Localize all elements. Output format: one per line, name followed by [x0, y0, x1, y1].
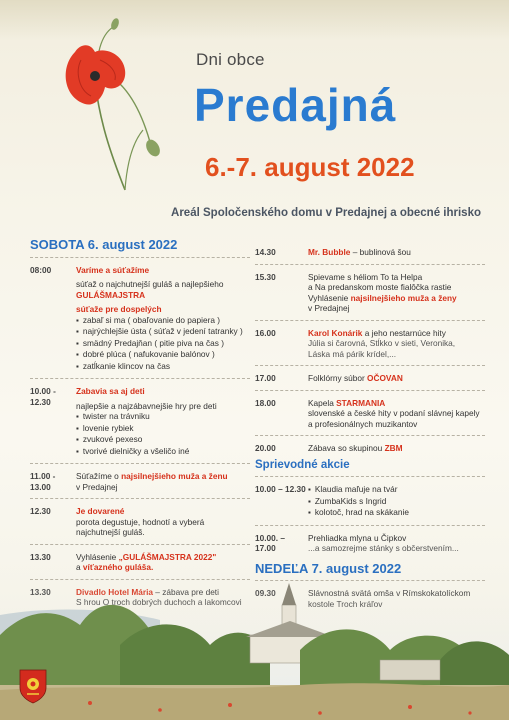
event-helium: [255, 272, 485, 314]
event-line: Prehliadka mlyna u Čipkov: [308, 532, 407, 543]
event-text: Vyhlásenie: [308, 292, 351, 303]
event-line: v Predajnej: [76, 481, 118, 492]
sunday-heading: NEDEĽA 7. august 2022: [255, 560, 402, 576]
event-title: Mr. Bubble: [308, 247, 351, 257]
side-events-list: [308, 484, 485, 519]
event-highlight: najsilnejšieho muža a ženu: [121, 471, 228, 481]
poppy-flower-illustration: [55, 12, 175, 192]
kids-games-list: [76, 411, 250, 457]
divider: [255, 365, 485, 366]
list-item: ▪ ZumbaKids s Ingrid: [308, 496, 485, 508]
list-item: ▪ kolotoč, hrad na skákanie: [308, 507, 485, 519]
event-line: súťaž o najchutnejší guláš a najlepšieho: [76, 279, 224, 289]
event-time: 16.00: [255, 327, 276, 338]
event-text: Vyhlásenie: [76, 551, 119, 562]
list-item: ▪ zabaľ si ma ( obaľovanie do papiera ): [76, 315, 250, 327]
header-venue: Areál Spoločenského domu v Predajnej a obecné ihrisko: [171, 207, 481, 219]
event-highlight: GULÁŠMAJSTRA: [76, 289, 146, 300]
event-time: 11.00 - 13.00: [30, 471, 56, 492]
event-time: 17.00: [255, 373, 276, 383]
event-time: 08:00: [30, 264, 52, 275]
event-starmania: [255, 398, 485, 430]
event-line: slovenské a české hity v podaní slávnej kapely: [308, 408, 480, 418]
event-text: a: [76, 562, 83, 572]
event-line: a Na predanskom moste fialôčka rastie: [308, 282, 452, 292]
event-text: – bublinová šou: [350, 247, 411, 257]
event-folklore: [255, 373, 485, 384]
event-line: Júlia si čarovná, Stĺkko v sieti, Veronika,: [308, 338, 456, 348]
list-item: ▪ tvorivé dielničky a všeličo iné: [76, 446, 250, 458]
event-text: Kapela: [308, 397, 337, 408]
header-title: Predajná: [194, 79, 397, 131]
event-highlight: OČOVAN: [367, 373, 403, 383]
village-landscape-illustration: [0, 575, 509, 720]
event-highlight: STARMANIA: [336, 397, 386, 408]
list-item: ▪ zatĺkanie klincov na čas: [76, 361, 250, 373]
divider: [255, 476, 485, 477]
divider: [255, 390, 485, 391]
event-line: Spievame s héliom To ta Helpa: [308, 271, 423, 282]
saturday-heading: SOBOTA 6. august 2022: [30, 237, 178, 252]
event-highlight: najsilnejšieho muža a ženy: [350, 292, 457, 303]
header-date: 6.-7. august 2022: [205, 152, 415, 182]
event-line: a profesionálnych muzikantov: [308, 418, 418, 429]
event-konarik: [255, 328, 485, 360]
list-item: ▪ najrýchlejšie ústa ( súťaž v jedení tatranky ): [76, 326, 250, 338]
saturday-program: [30, 237, 250, 614]
event-zbm: [255, 443, 485, 454]
event-text: Zábava so skupinou: [308, 443, 385, 453]
event-announcement: [30, 552, 250, 573]
event-time: 12.30: [30, 506, 51, 516]
event-kids: [30, 386, 250, 457]
event-title: Karol Konárik: [308, 327, 363, 338]
event-time: 13.30: [30, 551, 51, 562]
event-time: 20.00: [255, 443, 276, 453]
event-line: Láska má párik krídel,...: [308, 348, 397, 359]
event-side-kids: [255, 484, 485, 519]
divider: [30, 463, 250, 464]
event-highlight: ZBM: [384, 443, 403, 453]
event-time: 18.00: [255, 397, 276, 408]
event-text: Súťažíme o: [76, 471, 122, 481]
event-time: 15.30: [255, 271, 276, 282]
header-subtitle: Dni obce: [196, 50, 265, 69]
event-highlight: víťazného guláša.: [82, 562, 154, 572]
event-line: ...a samozrejme stánky s občerstvením...: [308, 543, 459, 553]
divider: [30, 257, 250, 258]
event-title: Varíme a súťažíme: [76, 264, 150, 275]
event-time: 10.00 - 12.30: [30, 386, 56, 407]
divider: [255, 525, 485, 526]
divider: [255, 435, 485, 436]
side-events-heading: Sprievodné akcie: [255, 458, 350, 471]
list-item: ▪ Klaudia maľuje na tvár: [308, 484, 485, 496]
event-title: Je dovarené: [76, 506, 125, 516]
divider: [30, 544, 250, 545]
event-time: 14.30: [255, 247, 276, 257]
list-item: ▪ dobré plúca ( nafukovanie balónov ): [76, 349, 250, 361]
divider: [255, 320, 485, 321]
event-text: Folklórny súbor: [308, 373, 368, 383]
event-line: v Predajnej: [308, 303, 350, 313]
afternoon-program: [255, 247, 485, 615]
event-strongest: [30, 471, 250, 492]
event-cooking: [30, 265, 250, 373]
list-item: ▪ zvukové pexeso: [76, 434, 250, 446]
event-mill: [255, 533, 485, 554]
event-tasting: [30, 506, 250, 538]
list-item: ▪ twister na trávniku: [76, 411, 250, 423]
event-line: najlepšie a najzábavnejšie hry pre deti: [76, 400, 217, 411]
event-line: najchutnejší guláš.: [76, 527, 145, 537]
list-item: ▪ smädný Predajňan ( pitie piva na čas ): [76, 338, 250, 350]
event-bubble: [255, 247, 485, 258]
divider: [30, 498, 250, 499]
adult-competitions-list: [76, 315, 250, 373]
event-subheading: súťaže pre dospelých: [76, 304, 162, 314]
list-item: ▪ lovenie rybiek: [76, 423, 250, 435]
event-highlight: „GULÁŠMAJSTRA 2022": [118, 551, 217, 562]
event-time: 10.00 – 12.30: [255, 484, 306, 494]
event-text: a jeho nestarnúce hity: [362, 327, 446, 338]
coat-of-arms-icon: [18, 668, 48, 704]
divider: [30, 378, 250, 379]
event-time: 10.00. – 17.00: [255, 532, 285, 553]
event-line: porota degustuje, hodnotí a vyberá: [76, 516, 205, 527]
event-title: Zabavia sa aj deti: [76, 386, 145, 396]
divider: [255, 264, 485, 265]
